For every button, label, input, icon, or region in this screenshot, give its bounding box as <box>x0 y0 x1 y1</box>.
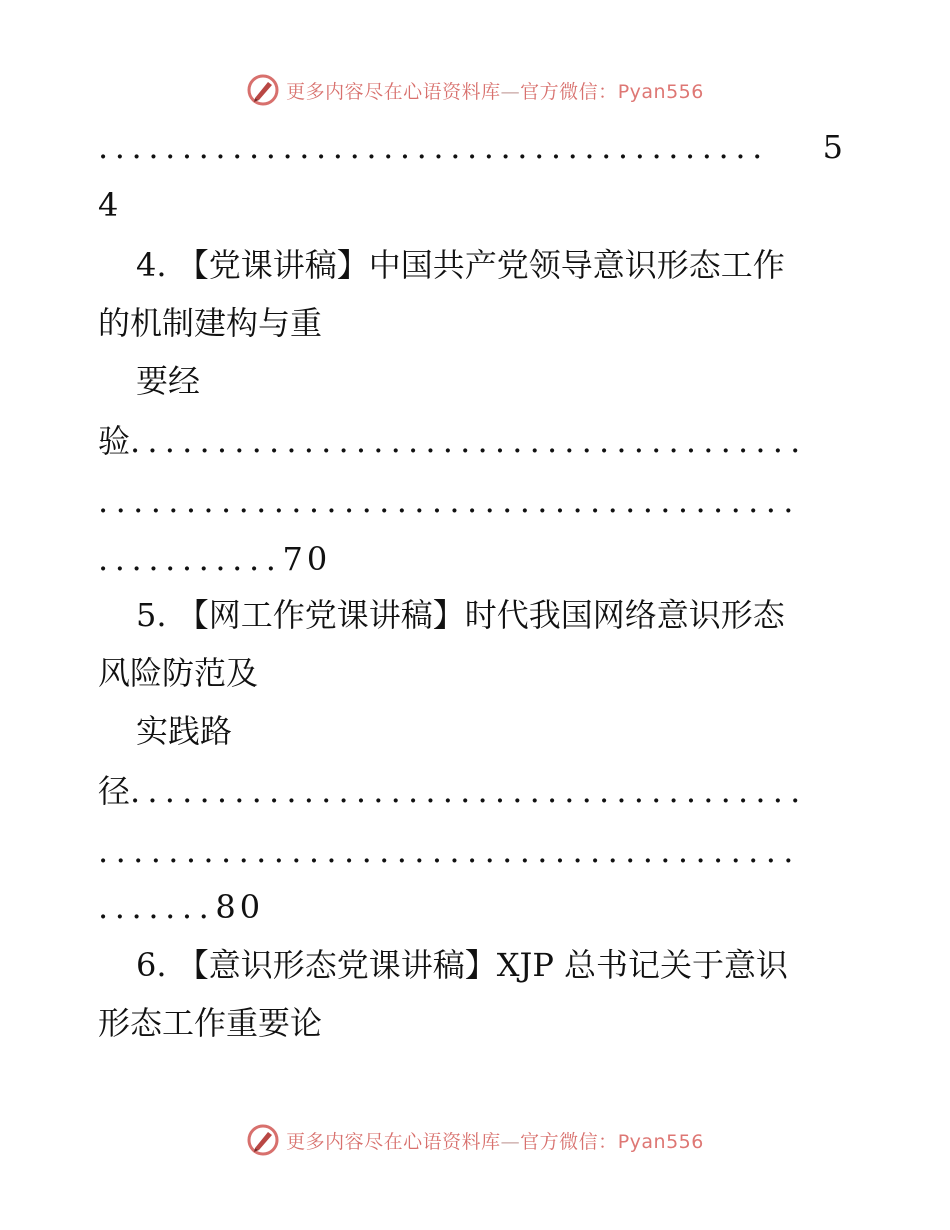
toc-prev-page-tail: 4 <box>98 186 119 224</box>
toc-item-4-page-number: 70 <box>282 540 332 578</box>
toc-item-5-page: .......80 <box>98 888 265 926</box>
pen-logo-icon <box>246 73 280 107</box>
toc-item-4-leader-2: ........................................ <box>98 482 801 520</box>
footer-banner <box>0 1120 950 1160</box>
toc-item-4-title-cont2: 要经 <box>136 362 201 400</box>
toc-item-5-title-cont: 风险防范及 <box>98 654 259 692</box>
toc-item-6-title[interactable]: 6. 【意识形态党课讲稿】XJP 总书记关于意识 <box>136 946 789 984</box>
toc-prev-leader-line: ........................................ 5 <box>98 128 843 166</box>
toc-item-4-title[interactable]: 4. 【党课讲稿】中国共产党领导意识形态工作 <box>136 246 785 284</box>
toc-item-4-leader-1: 验....................................... <box>98 422 808 460</box>
header-text: 更多内容尽在心语资料库—官方微信：Pyan556 <box>286 80 704 103</box>
toc-item-5-page-number: 80 <box>215 888 265 926</box>
toc-item-5-title-cont2: 实践路 <box>136 712 233 750</box>
footer-text: 更多内容尽在心语资料库—官方微信：Pyan556 <box>286 1130 704 1153</box>
toc-item-6-title-cont: 形态工作重要论 <box>98 1004 323 1042</box>
toc-item-5-leader-1: 径....................................... <box>98 772 808 810</box>
header-banner <box>0 70 950 110</box>
toc-item-5-title[interactable]: 5. 【网工作党课讲稿】时代我国网络意识形态 <box>136 596 785 634</box>
pen-logo-icon <box>246 1123 280 1157</box>
toc-item-4-page: ...........70 <box>98 540 332 578</box>
toc-item-5-leader-2: ........................................ <box>98 832 801 870</box>
toc-item-4-title-cont: 的机制建构与重 <box>98 304 323 342</box>
